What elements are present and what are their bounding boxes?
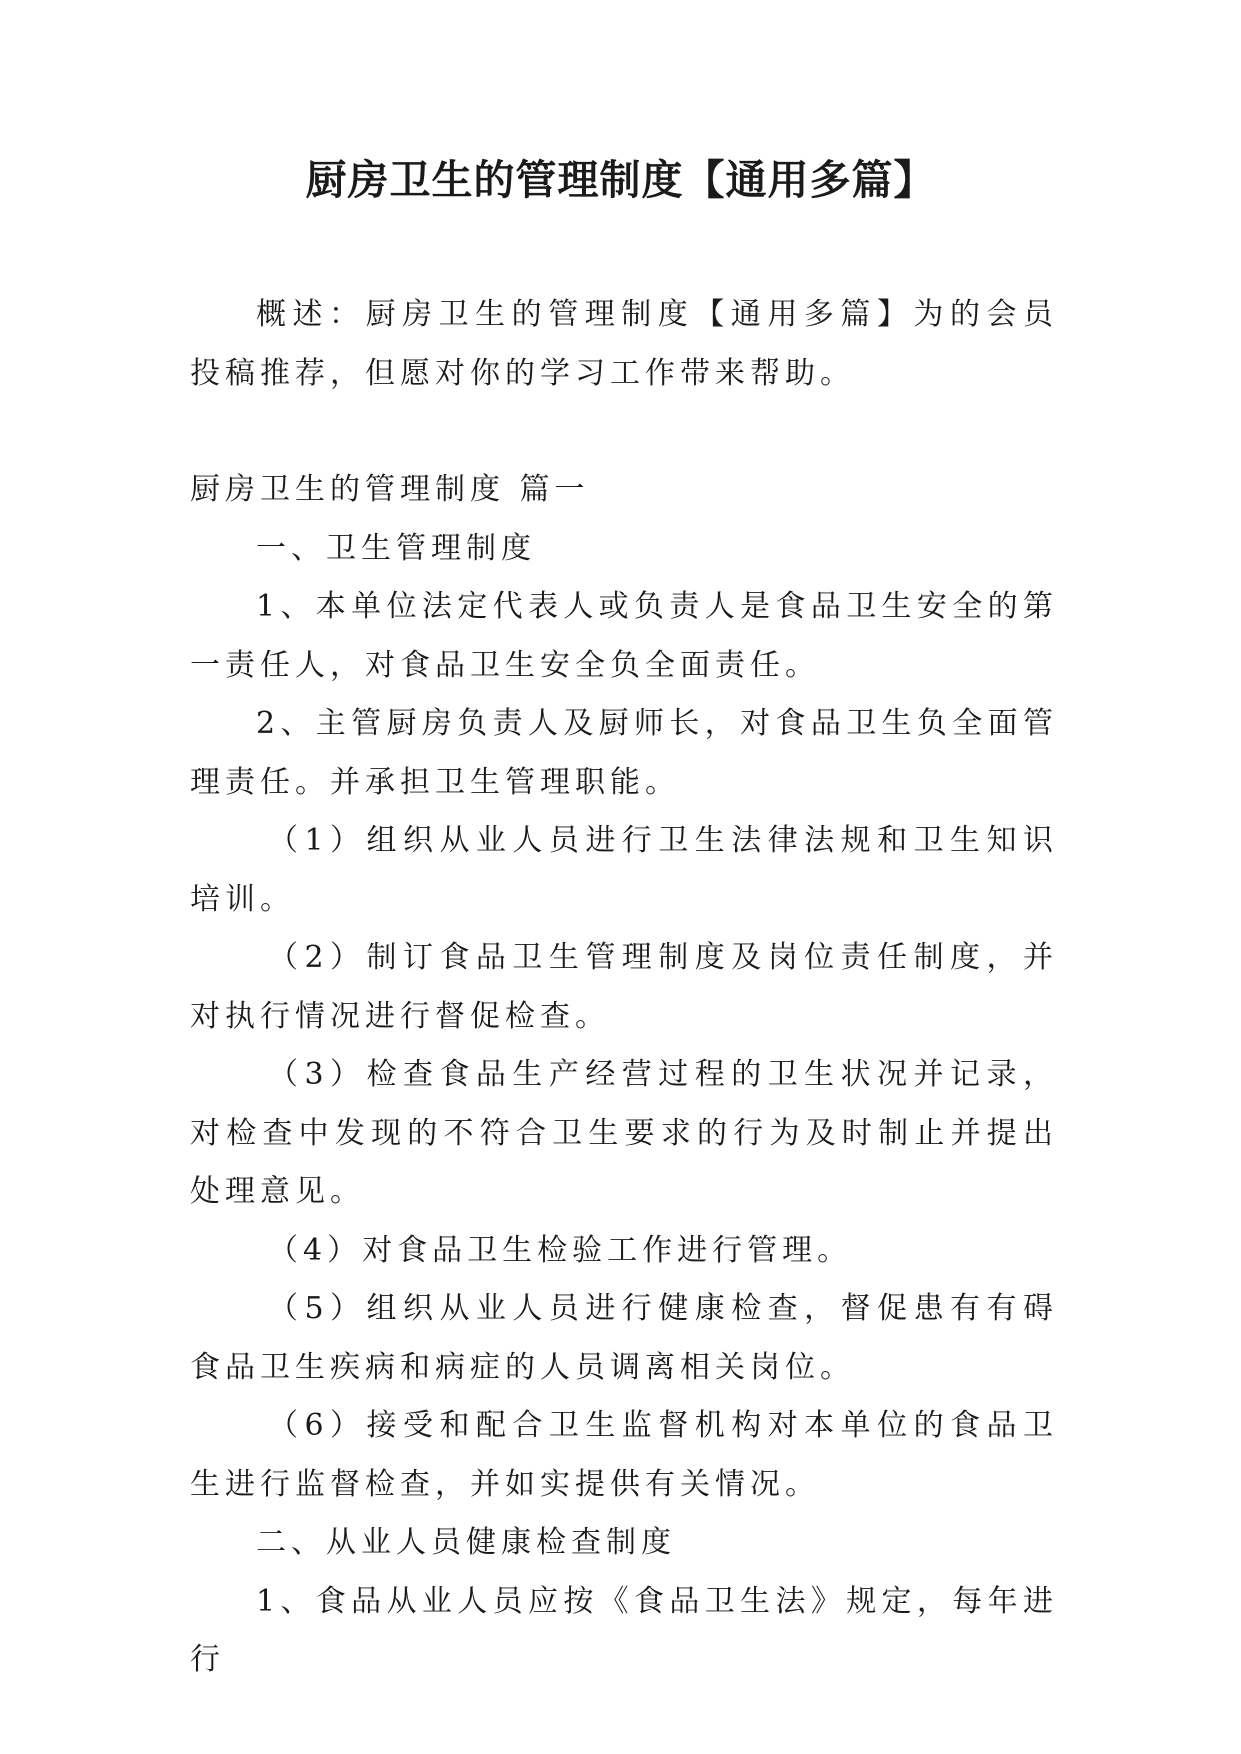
paragraph-item-1: 1、本单位法定代表人或负责人是食品卫生安全的第一责任人，对食品卫生安全负全面责任。 (190, 589, 1058, 683)
paragraph-subitem-6: （6）接受和配合卫生监督机构对本单位的食品卫生进行监督检查，并如实提供有关情况。 (190, 1408, 1058, 1502)
summary-paragraph: 概述：厨房卫生的管理制度【通用多篇】为的会员投稿推荐，但愿对你的学习工作带来帮助。 (190, 297, 1058, 391)
paragraph-item-2: 2、主管厨房负责人及厨师长，对食品卫生负全面管理责任。并承担卫生管理职能。 (190, 706, 1058, 800)
paragraph-subitem-5: （5）组织从业人员进行健康检查，督促患有有碍食品卫生疾病和病症的人员调离相关岗位。 (190, 1291, 1058, 1385)
section-heading: 厨房卫生的管理制度 篇一 (190, 472, 590, 507)
subheading-hygiene-management: 一、卫生管理制度 (256, 530, 536, 566)
document-body (190, 286, 1058, 1690)
paragraph-subitem-3: （3）检查食品生产经营过程的卫生状况并记录，对检查中发现的不符合卫生要求的行为及时制止并提出处理意见。 (190, 1057, 1058, 1209)
document-title: 厨房卫生的管理制度【通用多篇】 (305, 156, 936, 204)
paragraph-subitem-4: （4）对食品卫生检验工作进行管理。 (268, 1232, 853, 1268)
paragraph-subitem-1: （1）组织从业人员进行卫生法律法规和卫生知识培训。 (190, 823, 1058, 917)
paragraph-health-item-1: 1、食品从业人员应按《食品卫生法》规定，每年进行 (190, 1583, 1058, 1677)
paragraph-subitem-2: （2）制订食品卫生管理制度及岗位责任制度，并对执行情况进行督促检查。 (190, 940, 1058, 1034)
subheading-health-check: 二、从业人员健康检查制度 (256, 1525, 676, 1560)
